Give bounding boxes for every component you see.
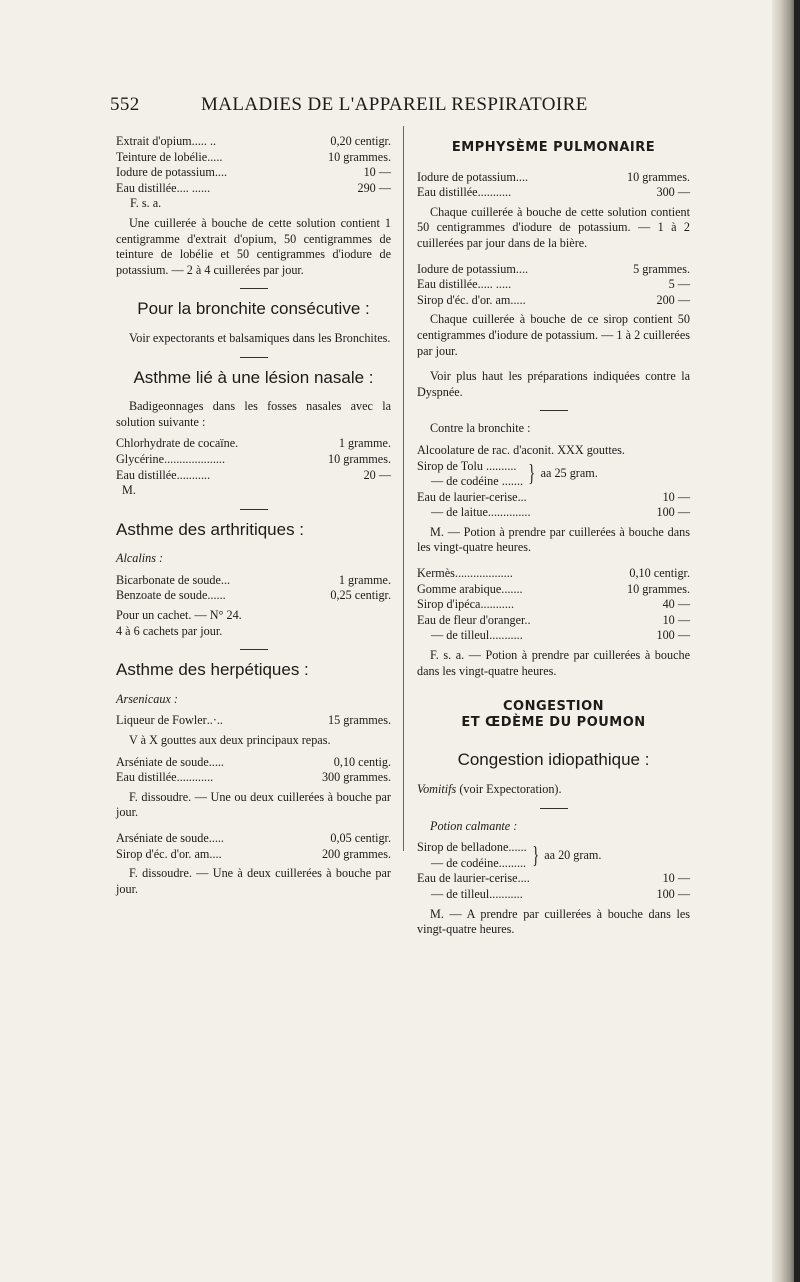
calm-paragraph: M. — A prendre par cuillerées à bouche dans les vingt-quatre heures. [417,906,690,937]
recipe-row: — de tilleul ........... 100 — [431,628,690,643]
heading-bronchite: Pour la bronchite consécutive : [137,299,370,319]
heading-asthme-nasal: Asthme lié à une lésion nasale : [133,367,374,387]
recipe-row: Teinture de lobélie ..... 10 grammes. [116,149,391,164]
recipe-row: Extrait d'opium ..... .. 0,20 centigr. [116,134,391,148]
recipe-row: Liqueur de Fowler ..·.. 15 grammes. [116,713,391,728]
emph2-paragraph: Chaque cuillerée à bouche de ce sirop contient 50 centigrammes d'iodure de potassium. — 1 à 2 cuillerées par jour. [417,312,690,358]
emph1-paragraph: Chaque cuillerée à bouche de cette solution contient 50 centigrammes d'iodure de potassium. — 1 à 2 cuillerées par jour dans de la bière. [417,204,690,250]
brace-line: — de codéine ....... [431,474,524,489]
mix-note: M. [122,483,136,498]
recipe-row: Kermès ................... 0,10 centigr. [417,566,690,581]
separator [240,509,268,510]
brace-quantity: aa 25 gram. [540,466,598,481]
heading-emphyseme: EMPHYSÈME PULMONAIRE [451,140,656,155]
ars2-paragraph: F. dissoudre. — Une à deux cuillerées à bouche par jour. [116,866,391,896]
subheading-alcalins: Alcalins : [116,551,164,566]
recipe-row: Arséniate de soude ..... 0,05 centigr. [116,831,391,845]
bronchite-paragraph: Voir expectorants et balsamiques dans les Bronchites. [129,330,391,345]
brace-quantity: aa 20 gram. [544,847,602,862]
recipe-row: — de laitue .............. 100 — [431,505,690,520]
recipe-row: Eau de fleur d'oranger.. 10 — [417,612,690,627]
brace-line: — de codéine......... [431,855,527,870]
potion1-paragraph: M. — Potion à prendre par cuillerées à bouche dans les vingt-quatre heures. [417,524,690,555]
subheading-arsenicaux: Arsenicaux : [116,691,178,706]
recipe-row: Eau distillée ........... 20 — [116,467,391,482]
brace-glyph: } [528,461,536,488]
recipe-row: Iodure de potassium .... 5 grammes. [417,261,690,276]
recipe-row: — de tilleul ........... 100 — [431,886,690,901]
heading-idiopathique: Congestion idiopathique : [457,750,650,770]
recipe-row: Iodure de potassium .... 10 — [116,165,391,180]
potion2-paragraph: F. s. a. — Potion à prendre par cuillerées à bouche dans les vingt-quatre heures. [417,648,690,678]
brace-group [417,840,690,871]
heading-oedeme: ET ŒDÈME DU POUMON [461,714,646,730]
dyspnee-paragraph: Voir plus haut les préparations indiquées contre la Dyspnée. [417,369,690,399]
heading-arthritiques: Asthme des arthritiques : [116,519,305,539]
recipe-row: Glycérine .................... 10 grammes. [116,451,391,466]
recipe-row: Eau distillée ............ 300 grammes. [116,770,391,785]
opium-paragraph: Une cuillerée à bouche de cette solution contient 1 centigramme d'extrait d'opium, 50 centigrammes de teinture de lobélie et 50 centigrammes d'iodure de potassium. — 2 à 4 cuillerées par jour. [116,215,391,277]
recipe-row: Eau distillée ........... 300 — [417,185,690,200]
left-column [116,134,391,897]
brace-line: Sirop de belladone...... [417,840,527,855]
recipe-row: Eau distillée .... ...... 290 — [116,180,391,195]
right-column [417,134,690,938]
column-divider [403,126,404,851]
recipe-row: Arséniate de soude ..... 0,10 centig. [116,754,391,769]
nasal-paragraph: Badigeonnages dans les fosses nasales avec la solution suivante : [116,399,391,429]
recipe-row: Eau de laurier-cerise .... 10 — [417,871,690,886]
contre-bronchite: Contre la bronchite : [430,421,531,436]
recipe-row: Sirop d'ipéca ........... 40 — [417,597,690,612]
recipe-row: Bicarbonate de soude... 1 gramme. [116,572,391,587]
fowler-paragraph: V à X gouttes aux deux principaux repas. [129,733,331,748]
page-edge-dark [794,0,800,1282]
heading-herpetiques: Asthme des herpétiques : [116,660,309,680]
recipe-row: Eau distillée ..... ..... 5 — [417,277,690,292]
recipe-row: Benzoate de soude ...... 0,25 centigr. [116,588,391,603]
separator [240,649,268,650]
cachet-dose: 4 à 6 cachets par jour. [116,623,223,638]
recipe-row: Gomme arabique ....... 10 grammes. [417,581,690,596]
recipe-row: Sirop d'éc. d'or. am .... 200 grammes. [116,846,391,861]
recipe-row: Sirop d'éc. d'or. am ..... 200 — [417,292,690,307]
ars1-paragraph: F. dissoudre. — Une ou deux cuillerées à bouche par jour. [116,789,391,820]
brace-line: Sirop de Tolu .......... [417,458,517,473]
subheading-potion-calmante: Potion calmante : [430,818,518,833]
separator [240,357,268,358]
brace-glyph: } [531,842,539,869]
page-number: 552 [110,94,140,115]
page-title: MALADIES DE L'APPAREIL RESPIRATOIRE [201,94,588,115]
vomitifs-line [417,782,690,798]
fsa-note: F. s. a. [130,196,162,211]
separator [240,288,268,289]
vomitifs-label: Vomitifs [417,782,457,796]
separator [540,808,568,809]
recipe-row: Chlorhydrate de cocaïne. 1 gramme. [116,436,391,451]
recipe-row: Eau de laurier-cerise... 10 — [417,489,690,504]
alcoolature-line: Alcoolature de rac. d'aconit. XXX gouttes. [417,442,625,457]
cachet-line: Pour un cachet. — N° 24. [116,608,242,623]
heading-congestion: CONGESTION [502,699,605,715]
recipe-row: Iodure de potassium .... 10 grammes. [417,169,690,184]
recipe-opium [116,134,391,212]
brace-group [417,459,690,490]
vomitifs-ref: (voir Expectoration). [459,782,562,796]
separator [540,410,568,411]
